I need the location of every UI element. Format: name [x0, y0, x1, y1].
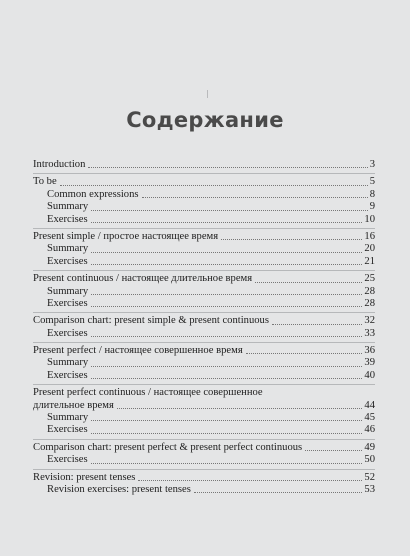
dot-leader — [91, 378, 363, 379]
toc-entry-title: Revision exercises: present tenses — [47, 483, 191, 495]
dot-leader — [91, 294, 362, 295]
toc-subentry[interactable] — [33, 357, 375, 369]
page-number: 16 — [364, 230, 375, 242]
toc-entry-title: Comparison chart: present simple & present continuous — [33, 315, 269, 327]
divider-tick — [207, 90, 208, 98]
toc-entry[interactable] — [33, 176, 375, 188]
page-number: 53 — [364, 483, 375, 495]
toc-entry-title: Present continuous / настоящее длительное время — [33, 273, 253, 285]
toc-subentry[interactable] — [33, 243, 375, 255]
page-number: 25 — [364, 273, 375, 285]
toc-entry-line — [33, 387, 375, 399]
dot-leader — [91, 366, 362, 367]
table-of-contents — [33, 157, 375, 498]
dot-leader — [91, 306, 363, 307]
dot-leader — [221, 239, 362, 240]
toc-group — [33, 270, 375, 312]
toc-entry-title: Present perfect / настоящее совершенное время — [33, 345, 243, 357]
dot-leader — [194, 492, 363, 493]
toc-subentry[interactable] — [33, 484, 375, 496]
toc-entry-title: Common expressions — [47, 188, 139, 200]
toc-subentry[interactable] — [33, 454, 375, 466]
page-number: 40 — [364, 369, 375, 381]
toc-entry-title: Present simple / простое настоящее время — [33, 230, 219, 242]
dot-leader — [138, 480, 362, 481]
toc-entry[interactable] — [33, 159, 375, 171]
page-number: 5 — [369, 176, 375, 188]
dot-leader — [272, 324, 362, 325]
toc-entry-title: Exercises — [47, 424, 88, 436]
toc-entry-title: Summary — [47, 357, 89, 369]
page-number: 28 — [364, 285, 375, 297]
toc-entry-title: Summary — [47, 243, 89, 255]
toc-subentry[interactable] — [33, 286, 375, 298]
toc-group — [33, 469, 375, 499]
page-number: 50 — [364, 454, 375, 466]
toc-entry[interactable] — [33, 315, 375, 327]
toc-subentry[interactable] — [33, 214, 375, 226]
toc-subentry[interactable] — [33, 189, 375, 201]
page-number: 21 — [364, 255, 375, 267]
toc-group — [33, 439, 375, 469]
toc-entry-title: Summary — [47, 285, 89, 297]
toc-group — [33, 384, 375, 439]
page-number: 33 — [364, 327, 375, 339]
page-number: 36 — [364, 345, 375, 357]
toc-group — [33, 228, 375, 270]
toc-entry[interactable] — [33, 442, 375, 454]
toc-subentry[interactable] — [33, 412, 375, 424]
toc-subentry[interactable] — [33, 370, 375, 382]
page-number: 44 — [364, 399, 375, 411]
toc-entry-title: To be — [33, 176, 57, 188]
toc-entry-title: Comparison chart: present perfect & present perfect continuous — [33, 441, 303, 453]
page-number: 39 — [364, 357, 375, 369]
toc-entry[interactable] — [33, 345, 375, 357]
dot-leader — [91, 433, 363, 434]
page-title: Содержание — [126, 108, 284, 132]
toc-entry-title: Exercises — [47, 297, 88, 309]
toc-entry-title: Exercises — [47, 327, 88, 339]
dot-leader — [91, 420, 362, 421]
page-number: 8 — [369, 188, 375, 200]
dot-leader — [88, 167, 367, 168]
dot-leader — [91, 463, 363, 464]
toc-group — [33, 342, 375, 384]
dot-leader — [91, 210, 368, 211]
page-number: 10 — [364, 213, 375, 225]
toc-entry-title: Exercises — [47, 213, 88, 225]
toc-group — [33, 312, 375, 342]
dot-leader — [255, 282, 362, 283]
dot-leader — [142, 197, 368, 198]
toc-subentry[interactable] — [33, 256, 375, 268]
dot-leader — [305, 450, 362, 451]
page-number: 9 — [369, 201, 375, 213]
dot-leader — [91, 264, 363, 265]
toc-entry-title: Revision: present tenses — [33, 471, 136, 483]
dot-leader — [246, 353, 363, 354]
toc-group — [33, 173, 375, 228]
dot-leader — [91, 252, 362, 253]
toc-subentry[interactable] — [33, 424, 375, 436]
page-number: 52 — [364, 471, 375, 483]
page-number: 20 — [364, 243, 375, 255]
page-number: 28 — [364, 297, 375, 309]
toc-subentry[interactable] — [33, 298, 375, 310]
toc-entry-title: Summary — [47, 201, 89, 213]
dot-leader — [117, 408, 363, 409]
page-number: 49 — [364, 441, 375, 453]
toc-group — [33, 157, 375, 173]
page-number: 3 — [369, 158, 375, 170]
toc-entry-title: Exercises — [47, 255, 88, 267]
dot-leader — [91, 222, 363, 223]
toc-subentry[interactable] — [33, 328, 375, 340]
toc-subentry[interactable] — [33, 201, 375, 213]
dot-leader — [91, 336, 363, 337]
toc-entry-title: Exercises — [47, 369, 88, 381]
page-number: 45 — [364, 412, 375, 424]
toc-entry-title: Exercises — [47, 454, 88, 466]
toc-entry-title: длительное время — [33, 399, 114, 411]
page-number: 32 — [364, 315, 375, 327]
toc-entry-title: Introduction — [33, 158, 86, 170]
toc-entry[interactable] — [33, 231, 375, 243]
page-number: 46 — [364, 424, 375, 436]
toc-entry-title: Present perfect continuous / настоящее совершенное — [33, 387, 263, 399]
dot-leader — [60, 185, 368, 186]
toc-entry-title: Summary — [47, 412, 89, 424]
toc-entry[interactable] — [33, 472, 375, 484]
toc-entry[interactable] — [33, 273, 375, 285]
toc-entry[interactable] — [33, 400, 375, 412]
